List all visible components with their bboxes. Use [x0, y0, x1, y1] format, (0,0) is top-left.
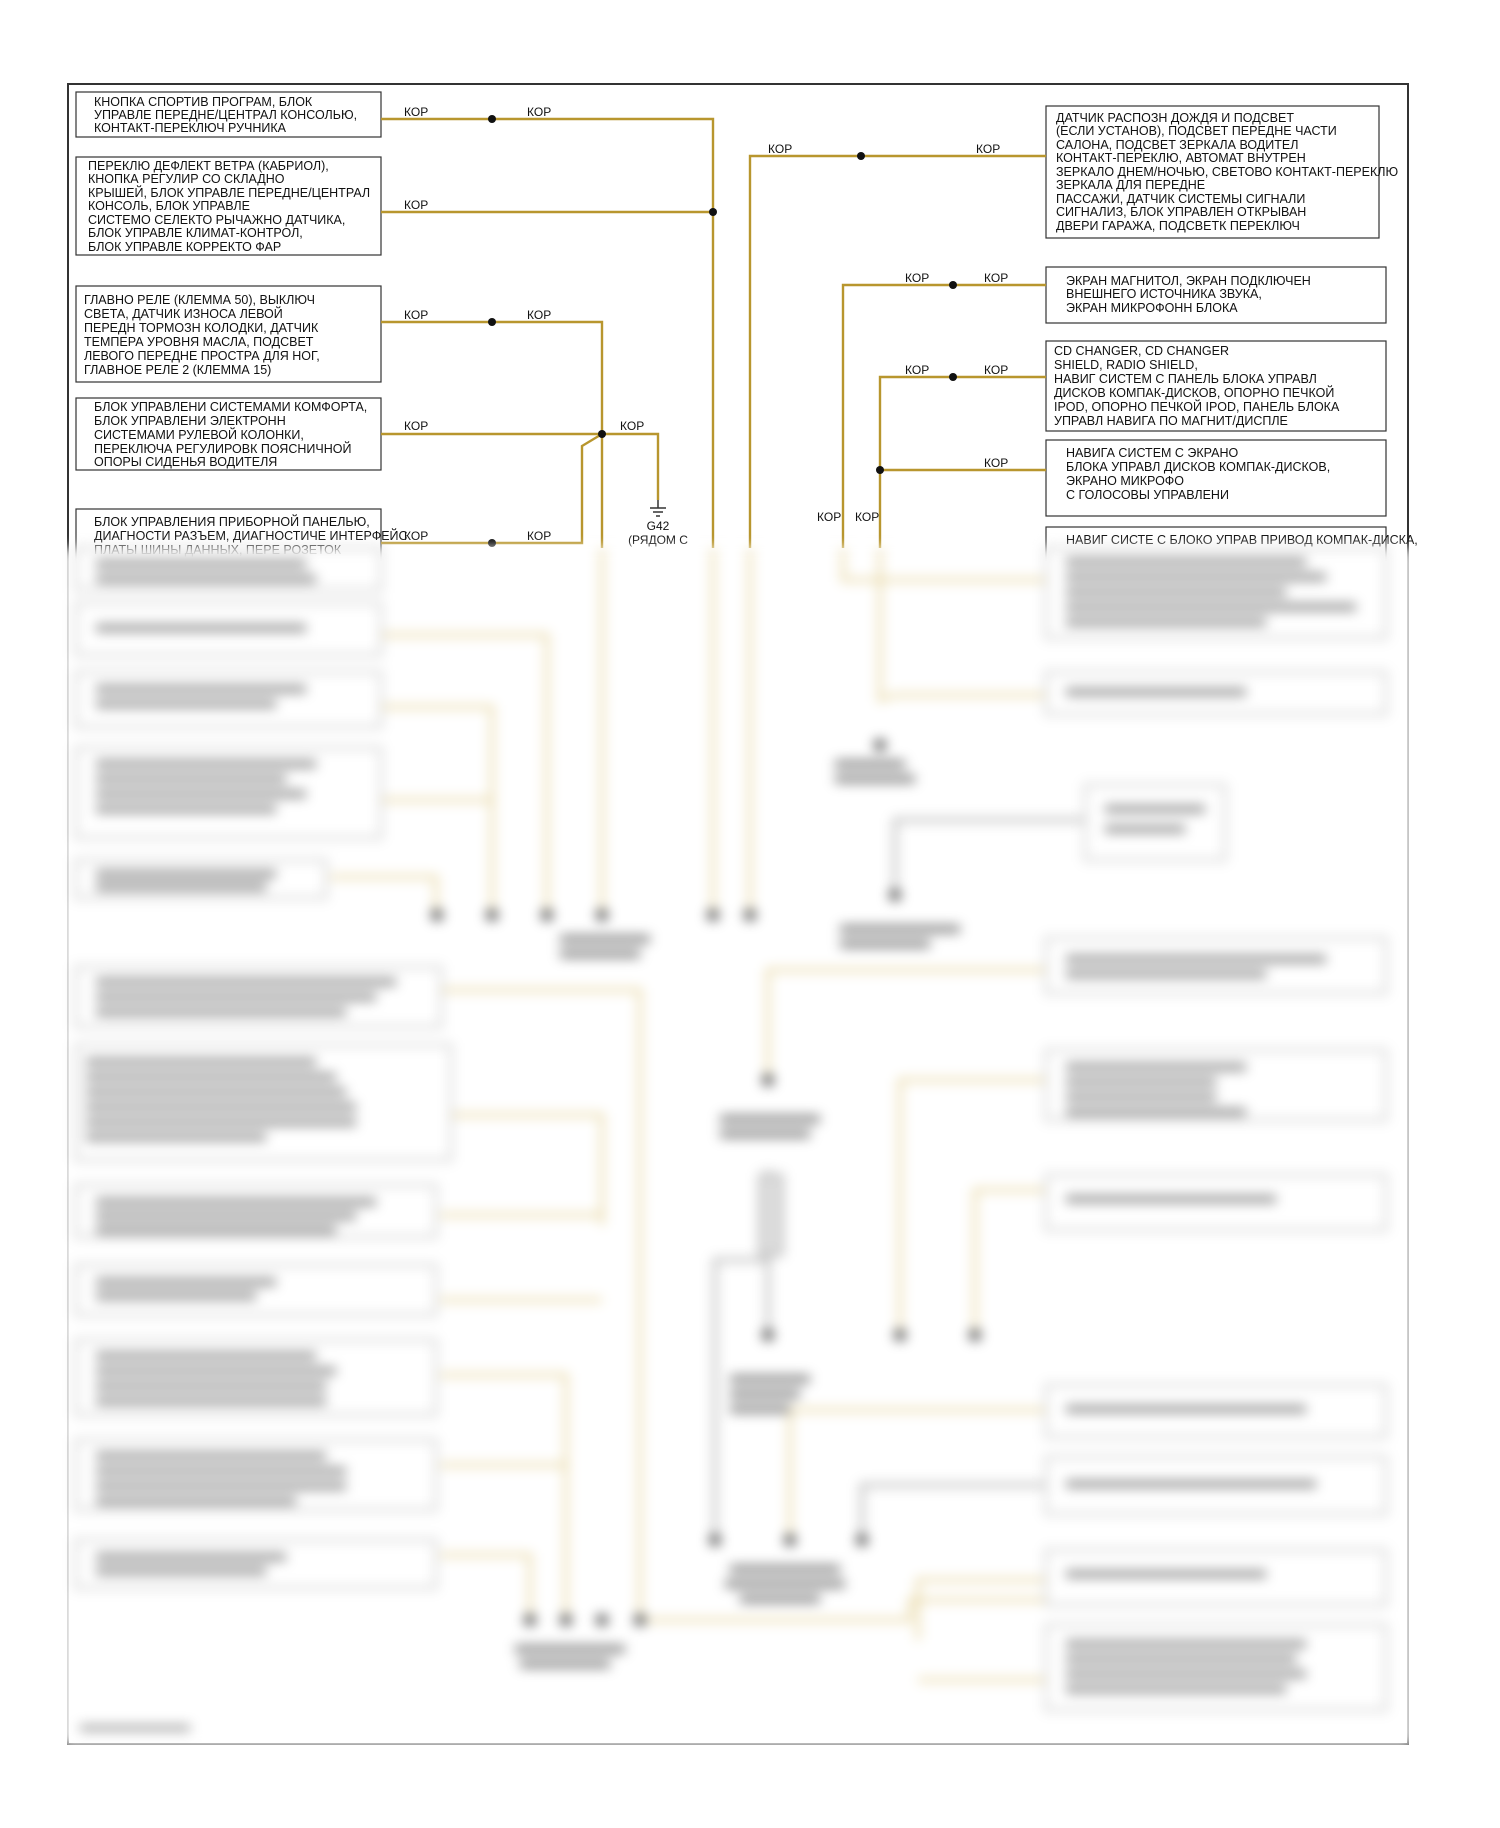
svg-text:БЛОК УПРАВЛЕНИЯ ПРИБОРНОЙ ПАНЕ	[94, 514, 370, 529]
svg-text:КНОПКА РЕГУЛИР СО СКЛАДНО	[88, 172, 285, 186]
box-line: БЛОК УПРАВЛЕНИ ЭЛЕКТРОНН	[94, 414, 286, 428]
box-line: УПРАВЛ НАВИГА ПО МАГНИТ/ДИСПЛЕ	[1054, 414, 1288, 428]
box-line: ПАССАЖИ, ДАТЧИК СИСТЕМЫ СИГНАЛИ	[1056, 192, 1306, 206]
svg-text:IPOD, ОПОРНО ПЕЧКОЙ IPOD, ПАНЕ	[1054, 399, 1340, 414]
wire-label: КОР	[404, 105, 429, 119]
box-line: СИСТЕМО СЕЛЕКТО РЫЧАЖНО ДАТЧИКА,	[88, 213, 346, 227]
box-line: ГЛАВНОЕ РЕЛЕ 2 (КЛЕММА 15)	[84, 363, 272, 377]
wire	[750, 156, 1046, 548]
svg-text:КОНСОЛЬ, БЛОК УПРАВЛЕ	[88, 199, 250, 213]
svg-text:УПРАВЛЕ ПЕРЕДНЕ/ЦЕНТРАЛ КОНСОЛ	[94, 108, 357, 122]
box-line: ВНЕШНЕГО ИСТОЧНИКА ЗВУКА,	[1066, 287, 1262, 301]
wire-label: КОР	[620, 419, 645, 433]
wire-label: КОР	[404, 419, 429, 433]
svg-text:ПЕРЕКЛЮЧА РЕГУЛИРОВК ПОЯСНИЧНО	[94, 441, 351, 456]
svg-text:ЭКРАНО МИКРОФО	[1066, 474, 1184, 488]
wire-label: КОР	[527, 308, 552, 322]
ground-note: (РЯДОМ С	[628, 533, 688, 547]
svg-text:КОНТАКТ-ПЕРЕКЛЮ, АВТОМАТ ВНУТР	[1056, 151, 1306, 165]
box-line: ДВЕРИ ГАРАЖА, ПОДСВЕТК ПЕРЕКЛЮЧ	[1056, 219, 1300, 233]
svg-text:КНОПКА СПОРТИВ ПРОГРАМ, БЛОК	[94, 95, 313, 109]
svg-text:ВНЕШНЕГО ИСТОЧНИКА ЗВУКА,	[1066, 287, 1262, 301]
box-line: БЛОКА УПРАВЛ ДИСКОВ КОМПАК-ДИСКОВ,	[1066, 460, 1331, 474]
box-line: СВЕТА, ДАТЧИК ИЗНОСА ЛЕВОЙ	[84, 307, 283, 321]
box-line: ЗЕРКАЛО ДНЕМ/НОЧЬЮ, СВЕТОВО КОНТАКТ-ПЕРЕКЛЮ	[1056, 165, 1399, 179]
splice-point	[876, 466, 884, 474]
box-line: CD CHANGER, CD CHANGER	[1054, 344, 1230, 358]
box-line: ДАТЧИК РАСПОЗН ДОЖДЯ И ПОДСВЕТ	[1056, 111, 1294, 125]
box-line: ГЛАВНО РЕЛЕ (КЛЕММА 50), ВЫКЛЮЧ	[84, 293, 315, 307]
junction-dots	[488, 115, 957, 547]
svg-text:УПРАВЛ НАВИГА ПО МАГНИТ/ДИСПЛЕ	[1054, 414, 1288, 428]
svg-text:НАВИГ СИСТЕ С БЛОКО УПРАВ ПРИВ	[1066, 533, 1418, 547]
svg-text:CD CHANGER, CD CHANGER	[1054, 344, 1229, 358]
wire	[381, 119, 713, 548]
svg-text:ПАССАЖИ, ДАТЧИК СИСТЕМЫ СИГНАЛ	[1056, 192, 1305, 206]
svg-text:ГЛАВНОЕ РЕЛЕ 2 (КЛЕММА 15)	[84, 363, 271, 377]
wire-label: КОР	[976, 142, 1001, 156]
box-line: ЭКРАН МИКРОФОНН БЛОКА	[1066, 301, 1238, 315]
svg-text:SHIELD, RADIO SHIELD,	[1054, 358, 1198, 372]
wire-label: КОР	[404, 198, 429, 212]
box-line: IPOD, ОПОРНО ПЕЧКОЙ IPOD, ПАНЕЛЬ БЛОКА	[1054, 400, 1340, 414]
box-line: НАВИГ СИСТЕМ С ПАНЕЛЬ БЛОКА УПРАВЛ	[1054, 372, 1317, 386]
svg-text:КРЫШЕЙ, БЛОК УПРАВЛЕ ПЕРЕДНЕ/Ц	[88, 185, 370, 200]
svg-text:ОПОРЫ СИДЕНЬЯ ВОДИТЕЛЯ	[94, 455, 277, 469]
splice-point	[949, 281, 957, 289]
box-line: БЛОК УПРАВЛЕНИЯ ПРИБОРНОЙ ПАНЕЛЬЮ,	[94, 515, 370, 529]
box-line: КОНТАКТ-ПЕРЕКЛЮЧ РУЧНИКА	[94, 121, 286, 135]
svg-text:(ЕСЛИ УСТАНОВ), ПОДСВЕТ ПЕРЕДН	[1056, 124, 1337, 138]
wire-label: КОР	[855, 510, 880, 524]
wire-label: КОР	[527, 529, 552, 543]
box-line: БЛОК УПРАВЛЕ КЛИМАТ-КОНТРОЛ,	[88, 226, 303, 240]
svg-text:САЛОНА, ПОДСВЕТ ЗЕРКАЛА ВОДИТЕ	[1056, 138, 1298, 152]
box-line: НАВИГА СИСТЕМ С ЭКРАНО	[1066, 446, 1239, 460]
splice-point	[488, 539, 496, 547]
box-line: ТЕМПЕРА УРОВНЯ МАСЛА, ПОДСВЕТ	[84, 335, 314, 349]
svg-text:ПЕРЕДН ТОРМОЗН КОЛОДКИ, ДАТЧИК	[84, 321, 319, 335]
component-box-wind-deflector	[76, 157, 381, 255]
svg-text:ЭКРАН МИКРОФОНН БЛОКА	[1066, 301, 1238, 315]
wire	[843, 285, 1046, 548]
ground-symbol	[628, 500, 688, 547]
wire-label: КОР	[984, 363, 1009, 377]
wire	[381, 434, 602, 543]
box-line: ПЕРЕДН ТОРМОЗН КОЛОДКИ, ДАТЧИК	[84, 321, 319, 335]
svg-text:НАВИГА СИСТЕМ С ЭКРАНО	[1066, 446, 1239, 460]
wire-label: КОР	[905, 271, 930, 285]
box-line: СИСТЕМАМИ РУЛЕВОЙ КОЛОНКИ,	[94, 428, 304, 442]
box-line: ОПОРЫ СИДЕНЬЯ ВОДИТЕЛЯ	[94, 455, 278, 469]
svg-text:БЛОК УПРАВЛЕНИ СИСТЕМАМИ КОМФО	[94, 400, 367, 414]
blurred-lower-section	[62, 548, 1412, 1746]
component-box-comfort-control	[76, 398, 381, 470]
wire-label: КОР	[768, 142, 793, 156]
box-line: НАВИГ СИСТЕ С БЛОКО УПРАВ ПРИВОД КОМПАК-ДИСКА,	[1066, 533, 1418, 547]
svg-text:БЛОК УПРАВЛЕНИ ЭЛЕКТРОНН	[94, 414, 286, 428]
splice-point	[488, 115, 496, 123]
box-line: УПРАВЛЕ ПЕРЕДНЕ/ЦЕНТРАЛ КОНСОЛЬЮ,	[94, 108, 358, 122]
component-box-cd-changer	[1046, 341, 1386, 431]
wire-label: КОР	[817, 510, 842, 524]
box-line: ДИСКОВ КОМПАК-ДИСКОВ, ОПОРНО ПЕЧКОЙ	[1054, 386, 1335, 400]
wire-label: КОР	[984, 456, 1009, 470]
wire-label: КОР	[404, 308, 429, 322]
svg-text:БЛОКА УПРАВЛ ДИСКОВ КОМПАК-ДИС	[1066, 460, 1330, 474]
box-line: БЛОК УПРАВЛЕНИ СИСТЕМАМИ КОМФОРТА,	[94, 400, 368, 414]
svg-text:ЗЕРКАЛА ДЛЯ ПЕРЕДНЕ	[1056, 178, 1205, 192]
splice-point	[709, 208, 717, 216]
box-line: БЛОК УПРАВЛЕ КОРРЕКТО ФАР	[88, 240, 282, 254]
box-line: ЭКРАН МАГНИТОЛ, ЭКРАН ПОДКЛЮЧЕН	[1066, 274, 1311, 288]
svg-text:С ГОЛОСОВЫ УПРАВЛЕНИ	[1066, 488, 1229, 502]
box-line: С ГОЛОСОВЫ УПРАВЛЕНИ	[1066, 488, 1229, 502]
svg-text:ЭКРАН МАГНИТОЛ, ЭКРАН ПОДКЛЮЧЕ	[1066, 274, 1311, 288]
box-line: ЭКРАНО МИКРОФО	[1066, 474, 1185, 488]
splice-point	[857, 152, 865, 160]
svg-text:ГЛАВНО РЕЛЕ (КЛЕММА 50), ВЫКЛЮ	[84, 293, 315, 307]
component-box-navigation-screen	[1046, 440, 1386, 516]
box-line: ПЕРЕКЛЮЧА РЕГУЛИРОВК ПОЯСНИЧНОЙ	[94, 442, 352, 456]
svg-text:КОНТАКТ-ПЕРЕКЛЮЧ РУЧНИКА	[94, 121, 287, 135]
box-line: ПЕРЕКЛЮ ДЕФЛЕКТ ВЕТРА (КАБРИОЛ),	[88, 159, 329, 173]
ground-name: G42	[646, 519, 670, 533]
svg-text:СВЕТА, ДАТЧИК ИЗНОСА ЛЕВОЙ	[84, 306, 283, 321]
svg-text:ЛЕВОГО ПЕРЕДНЕ ПРОСТРА ДЛЯ НОГ	[84, 349, 320, 363]
box-line: КОНТАКТ-ПЕРЕКЛЮ, АВТОМАТ ВНУТРЕН	[1056, 151, 1306, 165]
box-line: СИГНАЛИЗ, БЛОК УПРАВЛЕН ОТКРЫВАН	[1056, 205, 1307, 219]
box-line: ДИАГНОСТИ РАЗЪЕМ, ДИАГНОСТИЧЕ ИНТЕРФЕЙС	[94, 529, 408, 543]
svg-text:СИСТЕМО СЕЛЕКТО РЫЧАЖНО ДАТЧИК	[88, 213, 345, 227]
svg-text:ЗЕРКАЛО ДНЕМ/НОЧЬЮ, СВЕТОВО КО	[1056, 165, 1398, 179]
box-line: ЛЕВОГО ПЕРЕДНЕ ПРОСТРА ДЛЯ НОГ,	[84, 349, 320, 363]
box-line: (ЕСЛИ УСТАНОВ), ПОДСВЕТ ПЕРЕДНЕ ЧАСТИ	[1056, 124, 1337, 138]
splice-point	[488, 318, 496, 326]
svg-text:СИСТЕМАМИ РУЛЕВОЙ КОЛОНКИ,	[94, 427, 304, 442]
component-box-main-relay	[76, 286, 381, 382]
box-line: SHIELD, RADIO SHIELD,	[1054, 358, 1198, 372]
box-line: КНОПКА СПОРТИВ ПРОГРАМ, БЛОК	[94, 95, 313, 109]
svg-text:ДИАГНОСТИ РАЗЪЕМ, ДИАГНОСТИЧЕ	[94, 528, 408, 543]
svg-text:СИГНАЛИЗ, БЛОК УПРАВЛЕН ОТКРЫВ	[1056, 205, 1306, 219]
splice-point	[949, 373, 957, 381]
box-line: КОНСОЛЬ, БЛОК УПРАВЛЕ	[88, 199, 250, 213]
svg-text:БЛОК УПРАВЛЕ КЛИМАТ-КОНТРОЛ,	[88, 226, 303, 240]
wires-upper	[381, 119, 1046, 548]
svg-text:ДИСКОВ КОМПАК-ДИСКОВ, ОПОРНО П	[1054, 385, 1334, 400]
wire	[602, 434, 658, 500]
component-box-sport-program	[76, 92, 381, 137]
wire-label: КОР	[404, 529, 429, 543]
wire	[880, 377, 1046, 548]
svg-text:ДВЕРИ ГАРАЖА, ПОДСВЕТК ПЕРЕКЛЮ	[1056, 219, 1300, 233]
component-box-rain-sensor	[1046, 106, 1398, 238]
svg-text:ТЕМПЕРА УРОВНЯ МАСЛА, ПОДСВЕТ	[84, 335, 314, 349]
wire-label: КОР	[984, 271, 1009, 285]
svg-text:БЛОК УПРАВЛЕ КОРРЕКТО ФАР	[88, 240, 281, 254]
splice-point	[598, 430, 606, 438]
box-line: КНОПКА РЕГУЛИР СО СКЛАДНО	[88, 172, 285, 186]
wire-label: КОР	[527, 105, 552, 119]
svg-text:ПЕРЕКЛЮ ДЕФЛЕКТ ВЕТРА (КАБРИОЛ	[88, 159, 329, 173]
box-line: САЛОНА, ПОДСВЕТ ЗЕРКАЛА ВОДИТЕЛ	[1056, 138, 1299, 152]
box-line: ЗЕРКАЛА ДЛЯ ПЕРЕДНЕ	[1056, 178, 1206, 192]
wire-label: КОР	[905, 363, 930, 377]
svg-text:ДАТЧИК РАСПОЗН ДОЖДЯ И ПОДСВЕТ	[1056, 111, 1294, 125]
box-line: КРЫШЕЙ, БЛОК УПРАВЛЕ ПЕРЕДНЕ/ЦЕНТРАЛ	[88, 186, 371, 200]
component-box-radio-screen	[1046, 267, 1386, 323]
svg-text:НАВИГ СИСТЕМ С ПАНЕЛЬ БЛОКА УП	[1054, 372, 1317, 386]
